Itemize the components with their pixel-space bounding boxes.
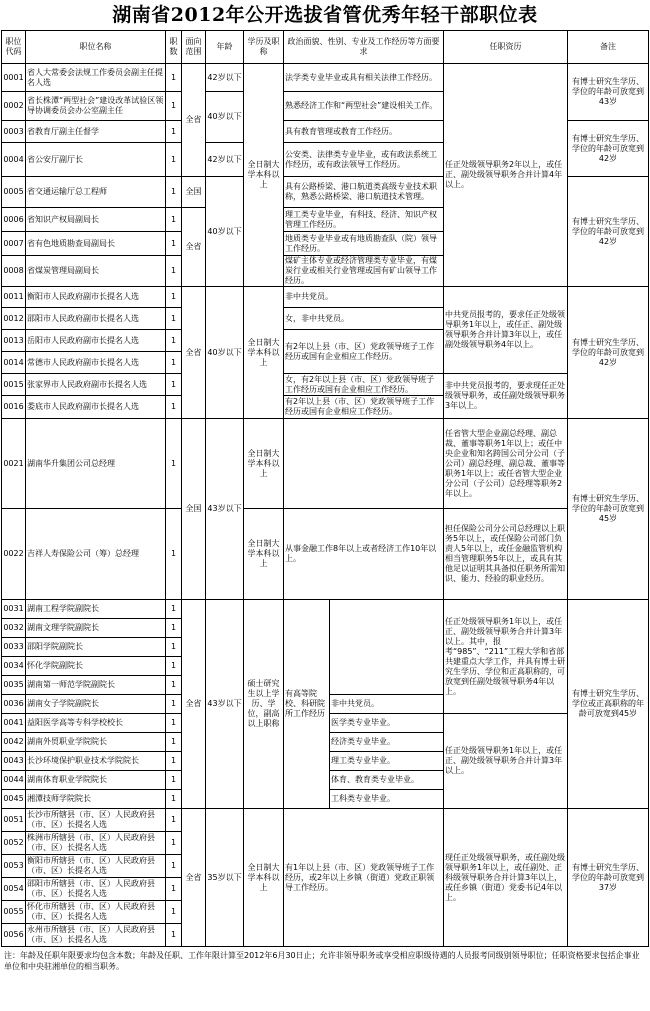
position-code: 0051 [2,809,26,832]
position-code: 0035 [2,676,26,695]
position-count: 1 [166,396,182,419]
education-cell: 全日制大学本科以上 [244,809,284,947]
age-cell: 40岁以下 [206,287,244,419]
footnote: 注：年龄及任职年限要求均包含本数；年龄及任职、工作年限计算至2012年6月30日止；允许非领导职务或享受相应职级待遇的人员报考同级别领导职位；任职资格要求包括企事业单位和中央驻湘单位的相当职务。 [4,951,640,971]
position-code: 0036 [2,695,26,714]
header-edu: 学历及职称 [244,31,284,64]
requirement-cell [284,419,444,509]
position-code: 0021 [2,419,26,509]
position-name: 长沙市所辖县（市、区）人民政府县（市、区）长提名人选 [26,809,166,832]
position-code: 0042 [2,733,26,752]
requirement-cell: 理工类专业毕业，有科技、经济、知识产权管理工作经历。 [284,208,444,232]
position-code: 0032 [2,619,26,638]
requirement-cell: 从事金融工作8年以上或者经济工作10年以上。 [284,509,444,600]
position-name: 邵阳学院副院长 [26,638,166,657]
position-name: 张家界市人民政府副市长提名人选 [26,374,166,396]
position-name: 常德市人民政府副市长提名人选 [26,352,166,374]
position-count: 1 [166,256,182,287]
table-row [2,64,649,92]
position-count: 1 [166,638,182,657]
requirement-cell: 法学类专业毕业或具有相关法律工作经历。 [284,64,444,92]
position-code: 0052 [2,832,26,855]
position-code: 0001 [2,64,26,92]
position-code: 0007 [2,232,26,256]
table-row [2,509,649,600]
position-name: 邵阳市人民政府副市长提名人选 [26,308,166,330]
position-name: 岳阳市人民政府副市长提名人选 [26,330,166,352]
position-count: 1 [166,92,182,121]
position-code: 0004 [2,143,26,177]
requirement-cell [330,600,444,695]
remark-cell: 有博士研究生学历、学位的年龄可放宽到42岁 [568,121,649,177]
page-title: 湖南省2012年公开选拔省管优秀年轻干部职位表 [112,4,538,26]
remark-cell: 有博士研究生学历、学位的年龄可放宽到37岁 [568,809,649,947]
position-count: 1 [166,924,182,947]
position-name: 长沙环境保护职业技术学院院长 [26,752,166,771]
position-count: 1 [166,714,182,733]
position-name: 省公安厅副厅长 [26,143,166,177]
header-count: 职数 [166,31,182,64]
position-count: 1 [166,509,182,600]
requirement-outer-cell: 有高等院校、科研院所工作经历 [284,600,330,809]
scope-cell: 全国 [182,419,206,600]
position-count: 1 [166,143,182,177]
requirement-cell: 有1年以上县（市、区）党政领导班子工作经历，或2年以上乡镇（街道）党政正职领导工作经历。 [284,809,444,947]
requirement-cell: 工科类专业毕业。 [330,790,444,809]
experience-cell: 任正处级领导职务1年以上，或任正、副处级领导职务合并计算3年以上。 [444,714,568,809]
position-code: 0034 [2,657,26,676]
education-cell: 全日制大学本科以上 [244,509,284,600]
position-name: 省知识产权局副局长 [26,208,166,232]
position-name: 湖南华升集团公司总经理 [26,419,166,509]
position-count: 1 [166,901,182,924]
header-code: 职位代码 [2,31,26,64]
table-row [2,600,649,619]
position-count: 1 [166,232,182,256]
position-code: 0055 [2,901,26,924]
position-name: 湖南文理学院副院长 [26,619,166,638]
position-name: 永州市所辖县（市、区）人民政府县（市、区）长提名人选 [26,924,166,947]
position-count: 1 [166,855,182,878]
position-code: 0031 [2,600,26,619]
position-code: 0006 [2,208,26,232]
education-cell: 硕士研究生以上学历、学位，副高以上职称 [244,600,284,809]
age-cell: 40岁以下 [206,177,244,287]
scope-cell: 全省 [182,809,206,947]
experience-cell: 中共党员报考的，要求任正处级领导职务1年以上，或任正、副处级领导职务合并计算3年以上，或任副处级领导职务4年以上。 [444,287,568,374]
requirement-cell: 具有公路桥梁、港口航道类高级专业技术职称，熟悉公路桥梁、港口航道技术管理。 [284,177,444,208]
position-code: 0012 [2,308,26,330]
position-name: 湖南工程学院副院长 [26,600,166,619]
position-code: 0011 [2,287,26,308]
position-name: 邵阳市所辖县（市、区）人民政府县（市、区）长提名人选 [26,878,166,901]
requirement-cell: 非中共党员。 [284,287,444,308]
position-code: 0013 [2,330,26,352]
requirement-cell: 医学类专业毕业。 [330,714,444,733]
position-name: 衡阳市人民政府副市长提名人选 [26,287,166,308]
table-row [2,419,649,509]
requirement-cell: 体育、教育类专业毕业。 [330,771,444,790]
position-name: 省人大常委会法规工作委员会副主任提名人选 [26,64,166,92]
position-code: 0056 [2,924,26,947]
age-cell: 43岁以下 [206,419,244,600]
age-cell: 42岁以下 [206,64,244,92]
header-remark: 备注 [568,31,649,64]
position-name: 怀化市所辖县（市、区）人民政府县（市、区）长提名人选 [26,901,166,924]
scope-cell: 全国 [182,177,206,208]
position-count: 1 [166,752,182,771]
position-count: 1 [166,287,182,308]
position-count: 1 [166,600,182,619]
header-requirements: 政治面貌、性别、专业及工作经历等方面要求 [284,31,444,64]
position-count: 1 [166,177,182,208]
age-cell: 40岁以下 [206,92,244,143]
requirement-cell: 女，有2年以上县（市、区）党政领导班子工作经历或国有企业相应工作经历。 [284,374,444,396]
position-name: 省有色地质勘查局副局长 [26,232,166,256]
table-row [2,287,649,308]
position-name: 省教育厅副主任督学 [26,121,166,143]
position-code: 0016 [2,396,26,419]
position-count: 1 [166,419,182,509]
position-code: 0043 [2,752,26,771]
header-scope: 面向范围 [182,31,206,64]
position-count: 1 [166,878,182,901]
position-code: 0008 [2,256,26,287]
position-count: 1 [166,352,182,374]
age-cell: 42岁以下 [206,143,244,177]
position-code: 0041 [2,714,26,733]
remark-cell: 有博士研究生学历、学位的年龄可放宽到45岁 [568,419,649,600]
position-code: 0015 [2,374,26,396]
scope-cell: 全省 [182,287,206,419]
position-count: 1 [166,676,182,695]
experience-cell: 担任保险公司分公司总经理以上职务5年以上，或任保险公司部门负责人5年以上，或任金融监管机构相当管理职务5年以上，或具有其他足以证明其具备拟任职务所需知识、能力、经验的职业经历。 [444,509,568,600]
experience-cell: 现任正处级领导职务，或任副处级领导职务1年以上，或任副处、正科级领导职务合并计算3年以上，或任乡镇（街道）党委书记4年以上。 [444,809,568,947]
position-count: 1 [166,809,182,832]
position-name: 湖南外贸职业学院院长 [26,733,166,752]
experience-cell: 非中共党员报考的，要求现任正处级领导职务，或任副处级领导职务3年以上。 [444,374,568,419]
remark-cell: 有博士研究生学历、学位或正高职称的年龄可放宽到45岁 [568,600,649,809]
position-name: 吉祥人寿保险公司（筹）总经理 [26,509,166,600]
position-count: 1 [166,308,182,330]
position-code: 0005 [2,177,26,208]
position-name: 湖南第一师范学院副院长 [26,676,166,695]
position-count: 1 [166,374,182,396]
position-code: 0033 [2,638,26,657]
position-code: 0014 [2,352,26,374]
position-count: 1 [166,695,182,714]
remark-cell: 有博士研究生学历、学位的年龄可放宽到42岁 [568,177,649,287]
education-cell: 全日制大学本科以上 [244,287,284,419]
requirement-cell: 经济类专业毕业。 [330,733,444,752]
position-count: 1 [166,619,182,638]
requirement-cell: 有2年以上县（市、区）党政领导班子工作经历或国有企业相应工作经历。 [284,396,444,419]
header-age: 年龄 [206,31,244,64]
position-name: 湘潭技师学院院长 [26,790,166,809]
position-code: 0003 [2,121,26,143]
education-cell: 全日制大学本科以上 [244,64,284,287]
remark-cell: 有博士研究生学历、学位的年龄可放宽到43岁 [568,64,649,121]
position-count: 1 [166,832,182,855]
scope-cell: 全省 [182,64,206,177]
requirement-cell: 公安类、法律类专业毕业，或有政法系统工作经历，或有政法领导工作经历。 [284,143,444,177]
position-count: 1 [166,330,182,352]
position-code: 0045 [2,790,26,809]
requirement-cell: 女，非中共党员。 [284,308,444,330]
requirement-cell: 煤矿主体专业或经济管理类专业毕业，有煤炭行业或相关行业管理或国有矿山领导工作经历。 [284,256,444,287]
position-name: 湖南体育职业学院院长 [26,771,166,790]
scope-cell: 全省 [182,208,206,287]
requirement-cell: 理工类专业毕业。 [330,752,444,771]
position-code: 0002 [2,92,26,121]
experience-cell: 任正处级领导职务2年以上，或任正、副处级领导职务合并计算4年以上。 [444,64,568,287]
position-count: 1 [166,208,182,232]
age-cell: 43岁以下 [206,600,244,809]
position-name: 湖南女子学院副院长 [26,695,166,714]
position-code: 0053 [2,855,26,878]
position-name: 衡阳市所辖县（市、区）人民政府县（市、区）长提名人选 [26,855,166,878]
position-count: 1 [166,657,182,676]
table-row [2,374,649,396]
position-code: 0022 [2,509,26,600]
position-name: 怀化学院副院长 [26,657,166,676]
position-table [1,30,649,947]
requirement-cell: 有2年以上县（市、区）党政领导班子工作经历或国有企业相应工作经历。 [284,330,444,374]
position-code: 0054 [2,878,26,901]
header-experience: 任职资历 [444,31,568,64]
position-name: 省长株潭“两型社会”建设改革试验区领导协调委员会办公室副主任 [26,92,166,121]
position-name: 株洲市所辖县（市、区）人民政府县（市、区）长提名人选 [26,832,166,855]
requirement-cell: 非中共党员。 [330,695,444,714]
header-name: 职位名称 [26,31,166,64]
header-row [2,31,649,64]
position-name: 益阳医学高等专科学校校长 [26,714,166,733]
position-count: 1 [166,121,182,143]
position-name: 省交通运输厅总工程师 [26,177,166,208]
position-count: 1 [166,771,182,790]
table-row [2,809,649,832]
position-count: 1 [166,790,182,809]
age-cell: 35岁以下 [206,809,244,947]
requirement-cell: 熟悉经济工作和“两型社会”建设相关工作。 [284,92,444,121]
position-code: 0044 [2,771,26,790]
scope-cell: 全省 [182,600,206,809]
experience-cell: 任正处级领导职务1年以上，或任正、副处级领导职务合并计算3年以上。其中，报考“985”、“211”工程大学和省部共建重点大学工作，并具有博士研究生学历、学位和正高职称的，可放宽到任副处级领导职务4年以上。 [444,600,568,714]
education-cell: 全日制大学本科以上 [244,419,284,509]
remark-cell: 有博士研究生学历、学位的年龄可放宽到42岁 [568,287,649,419]
position-count: 1 [166,733,182,752]
position-name: 省煤炭管理局副局长 [26,256,166,287]
experience-cell: 任省管大型企业副总经理、副总裁、董事等职务1年以上；或任中央企业和知名跨国公司分公司（子公司）副总经理、副总裁、董事等职务1年以上；或任省管大型企业分公司（子公司）总经理等职务2年以上。 [444,419,568,509]
position-count: 1 [166,64,182,92]
requirement-cell: 地质类专业毕业或有地质勘查队（院）领导工作经历。 [284,232,444,256]
requirement-cell: 具有教育管理或教育工作经历。 [284,121,444,143]
position-name: 娄底市人民政府副市长提名人选 [26,396,166,419]
